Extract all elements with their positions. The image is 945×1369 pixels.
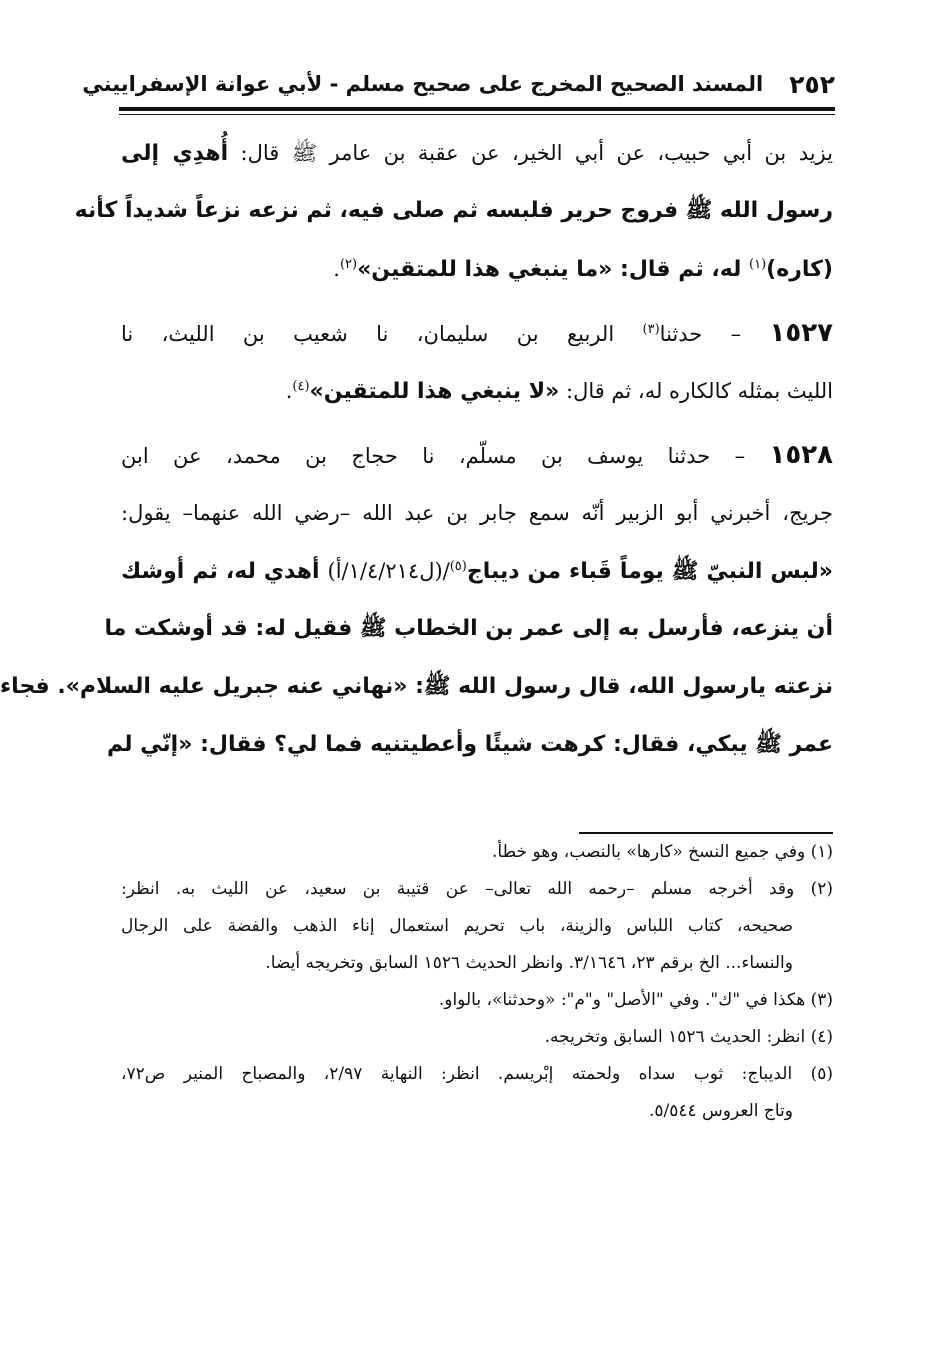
hadith-1528-heading <box>121 426 833 484</box>
bold-hadith-text: عمر ﷺ يبكي، فقال: كرهت شيئًا وأعطيتنيه فما لي؟ فقال: «إنّي لم <box>106 732 833 757</box>
text-span: الليث بمثله كالكاره له، ثم قال: <box>559 379 833 403</box>
bold-hadith-text: «لبس النبيّ ﷺ يوماً قَباء من ديباج <box>466 559 833 584</box>
hadith-number: ١٥٢٨ <box>769 440 833 470</box>
bold-hadith-quote: «ما ينبغي هذا للمتقين» <box>357 257 613 282</box>
footnote-ref[interactable]: (٥) <box>449 559 467 574</box>
bold-hadith-text: أن ينزعه، فأرسل به إلى عمر بن الخطاب ﷺ فقيل له: قد أوشكت ما <box>104 616 833 641</box>
text-line <box>121 542 833 600</box>
bold-hadith-line <box>104 600 833 658</box>
text-span: – حدثنا <box>659 322 742 346</box>
footnote-1: (١) وفي جميع النسخ «كارها» بالنصب، وهو خطأ. <box>492 842 833 862</box>
bold-hadith-text: (كاره) <box>766 257 833 282</box>
text-line <box>121 362 833 420</box>
text-span: الربيع بن سليمان، نا شعيب بن الليث، نا <box>121 322 643 346</box>
text-span: – حدثنا يوسف بن مسلّم، نا حجاج بن محمد، عن ابن <box>121 444 746 468</box>
running-title: المسند الصحيح المخرج على صحيح مسلم - لأبي عوانة الإسفراييني <box>82 72 764 96</box>
bold-hadith-line <box>74 182 833 240</box>
footnotes <box>121 834 833 1130</box>
footnote-2-cont: والنساء... الخ برقم ٢٣، ٣/١٦٤٦. وانظر الحديث ١٥٢٦ السابق وتخريجه أيضا. <box>265 953 793 973</box>
page-number: ٢٥٢ <box>789 69 835 99</box>
bold-hadith-text: نزعته يارسول الله، قال رسول الله ﷺ: «نهاني عنه جبريل عليه السلام». فجاء <box>0 674 833 699</box>
bold-hadith-text: له، ثم قال: <box>612 257 750 282</box>
bold-hadith-line <box>0 658 833 716</box>
text-span: جريج، أخبرني أبو الزبير أنّه سمع جابر بن عبد الله –رضي الله عنهما– يقول: <box>121 501 833 525</box>
footnote-2-cont: صحيحه، كتاب اللباس والزينة، باب تحريم استعمال إناء الذهب والفضة على الرجال <box>121 916 793 936</box>
header-rule-thick <box>119 107 835 111</box>
page-header <box>82 62 835 106</box>
manuscript-ref: /(ل١/٤/٢١٤/أ) <box>327 559 450 583</box>
hadith-number: ١٥٢٧ <box>769 318 833 348</box>
text-line <box>121 484 833 542</box>
footnote-ref[interactable]: (٤) <box>292 379 310 394</box>
text-span: يزيد بن أبي حبيب، عن أبي الخير، عن عقبة بن عامر ﷺ قال: <box>228 141 833 165</box>
bold-hadith-text: أُهدِي إلى <box>121 141 229 166</box>
text-span: . <box>333 257 340 281</box>
hadith-1527-heading <box>121 304 833 362</box>
main-text <box>0 124 833 774</box>
header-rule-thin <box>119 114 835 115</box>
footnote-3: (٣) هكذا في "ك". وفي "الأصل" و"م": «وحدثنا»، بالواو. <box>438 990 833 1010</box>
footnote-ref[interactable]: (١) <box>749 257 767 272</box>
bold-hadith-line <box>106 716 833 774</box>
footnote-5: (٥) الديباج: ثوب سداه ولحمته إبْريسم. انظر: النهاية ٢/٩٧، والمصباح المنير ص٧٢، <box>121 1064 833 1084</box>
bold-hadith-text: أهدي له، ثم أوشك <box>121 559 328 584</box>
footnote-5-cont: وتاج العروس ٥/٥٤٤. <box>648 1101 793 1121</box>
bold-hadith-text: رسول الله ﷺ فروج حرير فلبسه ثم صلى فيه، ثم نزعه نزعاً شديداً كأنه <box>74 198 833 223</box>
text-line <box>121 124 833 182</box>
footnote-4: (٤) انظر: الحديث ١٥٢٦ السابق وتخريجه. <box>544 1027 833 1047</box>
footnote-2: (٢) وقد أخرجه مسلم –رحمه الله تعالى– عن قتيبة بن سعيد، عن الليث به. انظر: <box>121 879 833 899</box>
footnote-ref[interactable]: (٣) <box>642 322 660 337</box>
footnote-ref[interactable]: (٢) <box>339 257 358 272</box>
text-line <box>121 240 833 298</box>
bold-hadith-quote: «لا ينبغي هذا للمتقين» <box>309 379 560 404</box>
text-span: . <box>285 379 293 403</box>
